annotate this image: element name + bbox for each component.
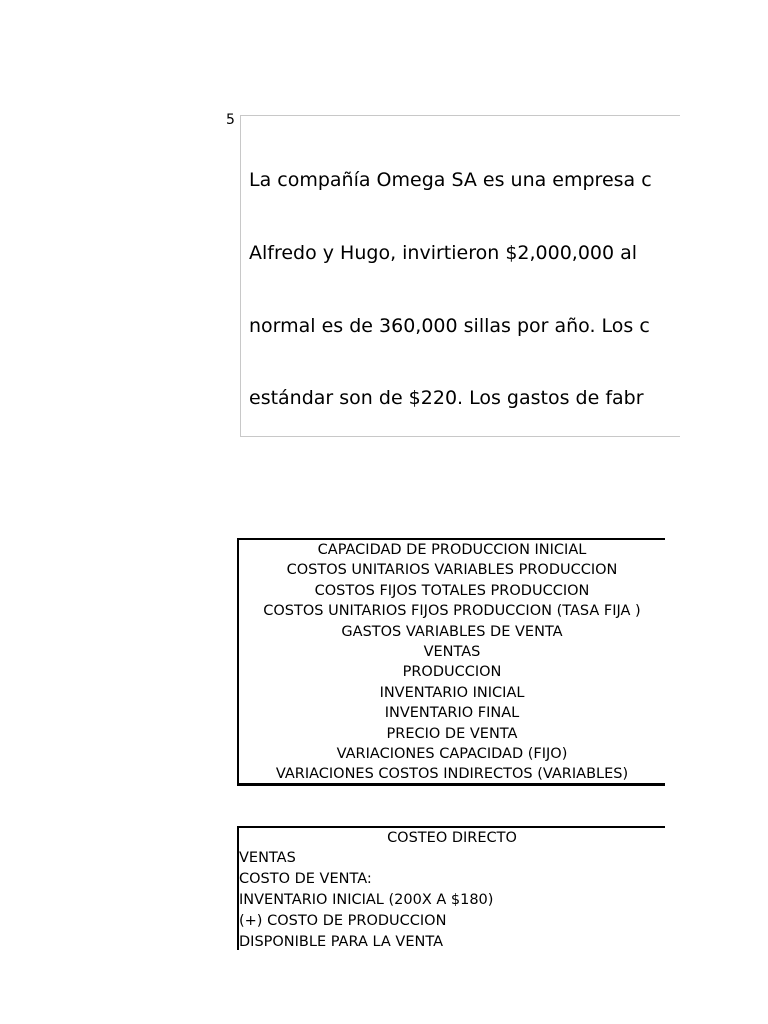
costeo-title: COSTEO DIRECTO	[387, 830, 517, 846]
summary-row: INVENTARIO FINAL	[384, 705, 520, 722]
problem-line: estándar son de $220. Los gastos de fabr	[249, 387, 644, 410]
problem-line: La compañía Omega SA es una empresa c	[249, 169, 652, 192]
summary-row: VARIACIONES COSTOS INDIRECTOS (VARIABLES)	[275, 766, 629, 783]
summary-row: PRODUCCION	[402, 664, 502, 681]
problem-text	[249, 120, 654, 437]
summary-row: COSTOS UNITARIOS VARIABLES PRODUCCION	[286, 562, 618, 579]
costeo-line: COSTO DE VENTA:	[239, 871, 372, 888]
summary-row: COSTOS FIJOS TOTALES PRODUCCION	[314, 582, 590, 599]
summary-row: COSTOS UNITARIOS FIJOS PRODUCCION (TASA FIJA )	[263, 603, 641, 620]
row-number: 5	[226, 112, 235, 128]
summary-row: INVENTARIO INICIAL	[379, 684, 525, 701]
costeo-line: VENTAS	[239, 850, 296, 867]
costeo-line: DISPONIBLE PARA LA VENTA	[239, 933, 443, 950]
costeo-line: (+) COSTO DE PRODUCCION	[239, 912, 447, 929]
costeo-directo-table	[237, 826, 665, 950]
summary-row: VENTAS	[423, 643, 481, 660]
summary-row: PRECIO DE VENTA	[386, 725, 518, 742]
costeo-line: INVENTARIO INICIAL (200X A $180)	[239, 891, 494, 908]
problem-line: Alfredo y Hugo, invirtieron $2,000,000 al	[249, 242, 638, 264]
summary-row: GASTOS VARIABLES DE VENTA	[341, 623, 563, 640]
summary-table	[237, 538, 665, 786]
problem-statement-box	[240, 115, 680, 437]
problem-line: normal es de 360,000 sillas por año. Los c	[249, 314, 650, 337]
summary-row: VARIACIONES CAPACIDAD (FIJO)	[336, 745, 568, 762]
summary-row: CAPACIDAD DE PRODUCCION INICIAL	[317, 542, 587, 558]
